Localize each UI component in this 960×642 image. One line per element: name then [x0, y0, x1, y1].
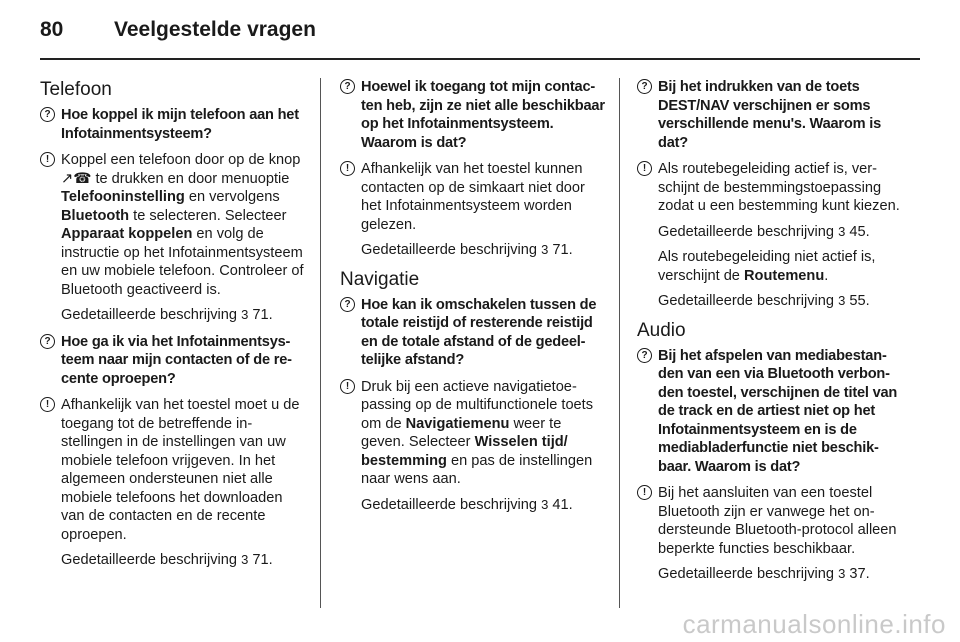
column-divider-2 — [619, 78, 620, 608]
question-icon: ? — [40, 334, 55, 349]
page-number: 80 — [40, 18, 64, 41]
answer-text-part: Druk bij een actieve navigatietoepassing op de multifunctionele toets om de — [361, 378, 594, 432]
reference-arrow-icon: 3 — [241, 307, 249, 322]
question-block — [40, 106, 305, 143]
column-2 — [340, 78, 605, 522]
reference-line — [361, 496, 605, 515]
answer-block — [340, 378, 605, 515]
reference-arrow-icon: 3 — [541, 242, 549, 257]
question-icon: ? — [340, 297, 355, 312]
reference-page[interactable]: 37. — [849, 566, 870, 582]
answer-text — [361, 378, 605, 489]
answer-block — [40, 151, 305, 325]
answer-text — [658, 248, 902, 285]
menu-term: Apparaat koppelen — [61, 226, 193, 242]
section-title-telefoon: Telefoon — [40, 79, 112, 100]
menu-term: Wisselen tijd/ bestemming — [361, 434, 568, 469]
page-title: Veelgestelde vragen — [114, 18, 316, 41]
answer-text-part: en volg de instructie op het Infotainmentsysteem en uw mobiele telefoon. Controleer of Bluetooth geactiveerd is. — [61, 226, 304, 298]
answer-icon: ! — [40, 152, 55, 167]
answer-text: Afhankelijk van het toestel kunnen contacten op de simkaart niet door het Infotainmentsysteem worden gelezen. — [361, 161, 585, 233]
watermark-logo: carmanualsonline.info — [682, 609, 946, 639]
answer-text: Afhankelijk van het toestel moet u de toegang tot de betreffende instellingen in de instellingen van uw mobiele telefoon vrijgeven. In het algemeen ondersteunen niet alle mobiele telefoons het downloaden van de contacten en de recente oproepen. — [61, 397, 300, 543]
answer-icon: ! — [340, 379, 355, 394]
question-icon: ? — [40, 107, 55, 122]
reference-text: Gedetailleerde beschrijving — [361, 242, 538, 258]
reference-page[interactable]: 71. — [252, 552, 273, 568]
reference-line — [658, 223, 902, 242]
menu-term: Routemenu — [743, 267, 825, 284]
question-block — [40, 333, 305, 389]
question-text: Hoe ga ik via het Infotainmentsysteem naar mijn contacten of de recente oproepen? — [61, 333, 293, 387]
answer-text-part: Koppel een telefoon door op de knop — [61, 152, 301, 168]
column-1 — [40, 78, 305, 578]
question-icon: ? — [637, 79, 652, 94]
reference-arrow-icon: 3 — [241, 552, 249, 567]
reference-text: Gedetailleerde beschrijving — [61, 307, 238, 323]
answer-block — [340, 160, 605, 260]
answer-icon: ! — [40, 397, 55, 412]
reference-page[interactable]: 41. — [552, 496, 573, 513]
question-block — [637, 78, 902, 152]
reference-page[interactable]: 55. — [849, 293, 870, 309]
section-title-navigatie: Navigatie — [340, 268, 420, 290]
menu-term: Telefooninstelling — [61, 189, 185, 205]
answer-block — [40, 396, 305, 570]
reference-text: Gedetailleerde beschrijving — [658, 223, 835, 240]
question-text: Bij het afspelen van mediabestanden van een via Bluetooth verbonden toestel, verschijnen de titel van de track en de artiest niet op het Infotainmentsysteem en is de mediabladerfunctie niet beschikbaar. Waarom is dat? — [658, 347, 898, 475]
answer-icon: ! — [637, 485, 652, 500]
reference-line — [658, 292, 902, 311]
question-icon: ? — [637, 348, 652, 363]
reference-text: Gedetailleerde beschrijving — [658, 566, 835, 582]
answer-text-part: weer te geven. Selecteer — [361, 415, 562, 450]
answer-text — [61, 151, 305, 299]
column-divider-1 — [320, 78, 321, 608]
reference-line — [361, 241, 605, 260]
answer-block — [637, 160, 902, 311]
answer-text-part: Als routebegeleiding niet actief is, verschijnt de — [658, 249, 876, 284]
answer-text: Als routebegeleiding actief is, verschijnt de bestemmingstoepassing zodat u een bestemming kunt kiezen. — [658, 161, 900, 214]
reference-text: Gedetailleerde beschrijving — [658, 293, 835, 309]
answer-text-part: en pas de instellingen naar wens aan. — [361, 452, 593, 487]
reference-text: Gedetailleerde beschrijving — [361, 496, 538, 513]
reference-line — [61, 306, 305, 325]
phone-button-icon: ↗☎ — [61, 170, 92, 187]
question-text: Hoewel ik toegang tot mijn contacten heb, zijn ze niet alle beschikbaar op het Infotainmentsysteem. Waarom is dat? — [361, 79, 605, 151]
menu-term: Bluetooth — [61, 207, 130, 224]
reference-page[interactable]: 71. — [552, 242, 573, 258]
reference-arrow-icon: 3 — [541, 496, 549, 512]
question-text: Hoe kan ik omschakelen tussen de totale reistijd of resterende reistijd en de totale afstand of de gedeeltelijke afstand? — [361, 296, 597, 368]
answer-text-part: . — [824, 267, 829, 284]
question-text: Hoe koppel ik mijn telefoon aan het Infotainmentsysteem? — [61, 107, 299, 142]
page-header — [40, 18, 316, 42]
reference-text: Gedetailleerde beschrijving — [61, 552, 238, 568]
answer-text-part: en vervolgens — [184, 189, 280, 205]
header-rule — [40, 58, 920, 60]
question-block — [340, 296, 605, 370]
reference-line — [61, 551, 305, 570]
answer-icon: ! — [637, 161, 652, 176]
section-title-audio: Audio — [637, 319, 686, 341]
reference-arrow-icon: 3 — [838, 566, 846, 581]
answer-text: Bij het aansluiten van een toestel Bluetooth zijn er vanwege het ondersteunde Bluetooth-protocol alleen beperkte functies beschikbaar. — [658, 485, 897, 557]
answer-text-part: te selecteren. Selecteer — [129, 207, 287, 224]
answer-block — [637, 484, 902, 584]
reference-page[interactable]: 45. — [849, 223, 870, 240]
reference-arrow-icon: 3 — [838, 293, 846, 308]
reference-page[interactable]: 71. — [252, 307, 273, 323]
column-3 — [637, 78, 902, 592]
question-block — [637, 347, 902, 477]
reference-arrow-icon: 3 — [838, 223, 846, 239]
question-icon: ? — [340, 79, 355, 94]
answer-icon: ! — [340, 161, 355, 176]
question-block — [340, 78, 605, 152]
reference-line — [658, 565, 902, 584]
answer-text-part: te drukken en door menuoptie — [91, 170, 290, 187]
question-text: Bij het indrukken van de toets DEST/NAV verschijnen er soms verschillende menu's. Waarom is dat? — [658, 79, 882, 151]
menu-term: Navigatiemenu — [405, 415, 510, 432]
